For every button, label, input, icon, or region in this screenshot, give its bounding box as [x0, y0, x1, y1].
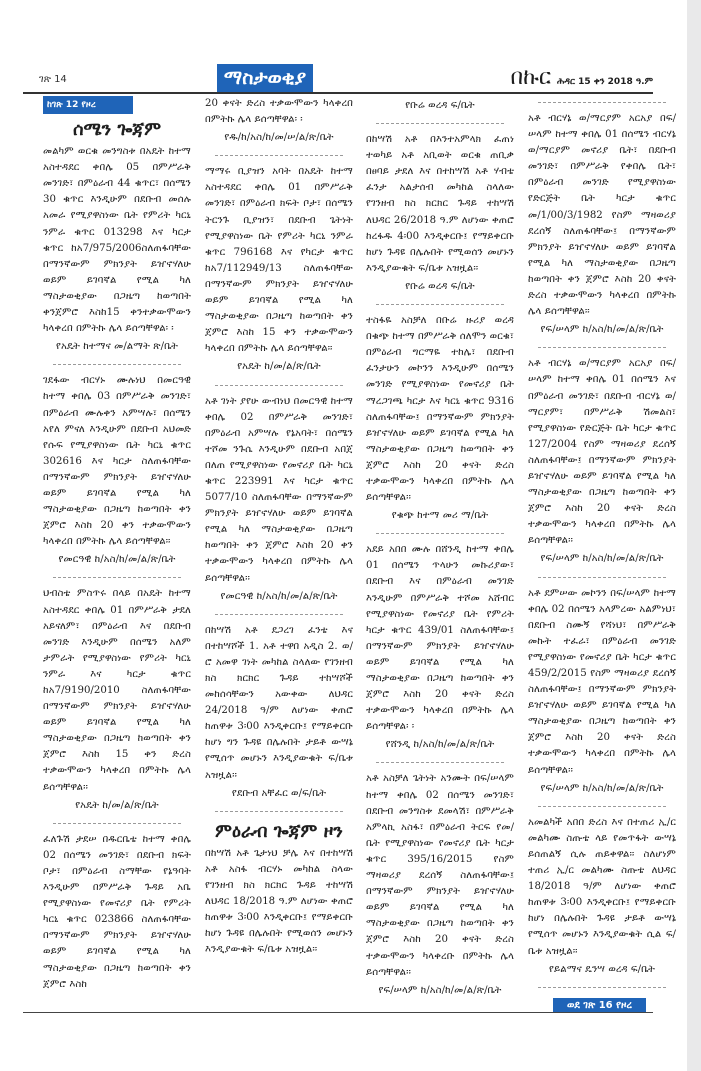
notice-text: በከሣሽ አቶ ጌታነህ ቻሌ እና በተከሣሽ አቶ አስፋ ብርሃኑ መካከል ስላው የገንዘብ ክስ ክርክር ጉዳይ ተከሣሽ ለህዳር 18/2018 ዓ.ም ለሆነው ቀጠሮ ከጠዋቱ 3፡00 እንዲቀርቡ፤ የማይቀርቡ ከሆነ ጉዳዩ በሌሉበት የሚወሰን መሆኑን እንዲያውቁት ፍ/ቤቱ አዝዟል፡፡ [205, 847, 353, 956]
notice-signature: የፍ/ሠላም ከ/አስ/ከ/መ/ል/ጽ/ቤት [540, 324, 664, 336]
notice-signature: የዱ/ከ/አስ/ከ/መ/ሠ/ል/ጽ/ቤት [224, 132, 334, 144]
notice-text: ተስፋዬ አስቻለ በቡሬ ዙሪያ ወረዳ በቁጭ ከተማ በምሥራቅ ሰለሞን ወርቁ፣ በምዕራብ ግርማዬ ተከሌ፣ በደቡብ ፈንታሁን መኮንን እንዲሁም በሰሜን መንገድ የሚያዋስነው የመኖሪያ ቤት ማረጋገጫ ካርታ እና ካርኒ ቁጥር 9316 ስለጠፋባቸው፤ በማንኛውም ምክንያት ይዠኖሃለሁ ወይም ይገባኛል የሚል ካለ ማስታወቂያው በጋዜጣ ከወጣበት ቀን ጀምሮ እስከ 20 ቀናት ድረስ ተቃውሞውን ካላቀረበ በምትኩ ሌላ ይሰጣቸዋል፡፡ [366, 315, 514, 504]
notice-text: አቶ ብርሃኔ ወ/ማርያም አርአያ በፍ/ሠላም ከተማ ቀበሌ 01 በሰሜን ብርሃኔ ወ/ማርያም መኖሪያ ቤት፣ በደቡብ መንገድ፣ በምሥራቅ የቀበሌ ቤት፣ በምዕራብ መንገድ የሚያዋስነው የድርጅት ቤት ካርታ ቁጥር መ/1/00/3/1982 የስም ማዛወሪያ ደረሰኝ ስለጠፋባቸው፤ በማንኛውም ምክንያት ይዠኖሃለሁ ወይም ይገባኛል የሚል ካለ ማስታወቂያው በጋዜጣ ከወጣበት ቀን ጀምሮ እስከ 20 ቀናት ድረስ ተቃውሞውን ካላቀረበ በምትኩ ሌላ ይሰጣቸዋል፡፡ [528, 113, 676, 318]
notice-signature: የይልማና ዴንሣ ወረዳ ፍ/ቤት [549, 963, 655, 975]
notice-signature: የአዴት ከ/መ/ል/ጽ/ቤት [75, 799, 159, 811]
column-1 [43, 96, 191, 993]
divider [538, 102, 666, 103]
header-rule [23, 92, 653, 94]
notice [205, 164, 353, 375]
notice [43, 586, 191, 813]
notice-signature: የአዴት ከተማና መ/ልማት ጽ/ቤት [56, 341, 178, 353]
divider [215, 155, 343, 156]
paper-name: በኩር [510, 65, 552, 90]
notice-text: አቶ ገነት ያየሁ ውብነህ በመርዓዊ ከተማ ቀበሌ 02 በምሥራቅ መንገድ፣ በምዕራብ አምሣሉ የኔአባት፣ በሰሜን ተሾመ ንጉሴ እንዲሁም በደቡብ አበጀ በለጠ የሚያዋስነው የመኖሪያ ቤት ካርኒ ቁጥር 223991 እና ካርታ ቁጥር 5077/10 ስለጠፋባቸው በማንኛውም ምክንያት ይዠኖሃለሁ ወይም ይገባኛል የሚል ካለ ማስታወቂያው በጋዜጣ ከወጣበት ቀን ጀምሮ እስከ 20 ቀን ተቃውሞውን ካላቀረበ በምትኩ ሌላ ይሰጣቸዋል፡፡ [205, 395, 353, 584]
continued-from-tag: ከገጽ 12 የዞረ [43, 96, 133, 114]
notice-text: አመልካች አበበ ድረስ እና በተጠሪ ኢ/ር መልካሙ ስጡቴ ላይ የመጥፋት ውሣኔ ይሰጠልኝ ሲሉ ጠይቀዋል፡፡ ስለሆነም ተጠሪ ኢ/ር መልካሙ ስጡቴ ለህዳር 18/2018 ዓ/ም ለሆነው ቀጠሮ ከጠዋቱ 3፡00 እንዲቀርቡ፤ የማይቀርቡ ከሆነ በሌሉበት ጉዳዩ ታይቶ ውሣኔ የሚሰጥ መሆኑን እንዲያውቁት ሲል ፍ/ቤቱ አዝዟል፡፡ [528, 816, 676, 957]
region-heading: ምዕራብ ጐጃም ዞን [215, 820, 343, 842]
notice-signature: የመርዓዊ ከ/አስ/ከ/መ/ል/ጽ/ቤት [58, 554, 176, 566]
notice [366, 132, 514, 295]
notice-text: አቶ አስቻለ ጌትነት አንሙት በፍ/ሠላም ከተማ ቀበሌ 02 በሰሜን መንገድ፣ በደቡብ መንግስቱ ደመላሽ፣ በምሥራቅ አምላኪ አስፋ፣ በምዕራብ ትርፍ የመ/ቤት የሚያዋስነው የመኖሪያ ቤት ካርታ ቁጥር 395/16/2015 የስም ማዛወሪያ ደረሰኝ ስለጠፋባቸው፤ በማንኛውም ምክንያት ይዠኖሃለሁ ወይም ይገባኛል የሚል ካለ ማስታወቂያው በጋዜጣ ከወጣበት ቀን ጀምሮ እስከ 20 ቀናት ድረስ ተቃውሞውን ካላቀረቡ በምትኩ ሌላ ይሰጣቸዋል፡፡ [366, 773, 514, 978]
divider [376, 304, 504, 305]
notice [43, 373, 191, 568]
notice [366, 771, 514, 998]
notice [205, 394, 353, 605]
notice-signature: የደቡብ አቸፈር ወ/ፍ/ቤት [231, 787, 327, 799]
divider [538, 987, 666, 988]
divider [376, 533, 504, 534]
notice [366, 98, 514, 114]
notice-signature: የፍ/ሠላም ከ/አስ/ከ/መ/ል/ጽ/ቤት [378, 984, 502, 996]
divider [215, 811, 343, 812]
masthead [511, 65, 654, 90]
notice [43, 832, 191, 993]
column-4 [528, 96, 676, 996]
footer-rule [23, 1012, 653, 1013]
notice-text: አቶ ብርሃኔ ወ/ማርያም አርአያ በፍ/ሠላም ከተማ ቀበሌ 01 በሰሜን እና በምዕራብ መንገድ፣ በደቡብ ብርሃኔ ወ/ማርያም፣ በምሥራቅ ሽመልስ፣ የሚያዋስነው የድርጅት ቤት ካርታ ቁጥር 127/2004 የስም ማዛወሪያ ደረሰኝ ስለጠፋባቸው፤ በማንኛውም ምክንያት ይዠኖሃለሁ ወይም ይገባኛል የሚል ካለ ማስታወቂያው በጋዜጣ ከወጣበት ቀን ጀምሮ እስከ 20 ቀናት ድረስ ተቃውሞውን ካላቀረበ በምትኩ ሌላ ይሰጣቸዋል፡፡ [528, 358, 676, 547]
notice [528, 815, 676, 978]
issue-date: ሕዳር 15 ቀን 2018 ዓ.ም [557, 77, 653, 87]
notice-text: 20 ቀናት ድረስ ተቃውሞውን ካላቀረበ በምትኩ ሌላ ይሰጣቸዋል፡ ፡ [205, 98, 353, 126]
divider [53, 577, 181, 578]
notice [205, 96, 353, 146]
divider [376, 762, 504, 763]
divider [538, 577, 666, 578]
notice-text: በከሣሽ አቶ ደጋረገ ፈንቴ እና በተከሣሾች 1. አቶ ተዋበ አዲስ 2. ወ/ሮ አመዋ ገነት መካከል ስላለው የገንዘብ ክስ ክርክር ጉዳይ ተከሣሾች መከሰሳቸውን አውቀው ለህዳር 24/2018 ዓ/ም ለሆነው ቀጠሮ ከጠዋቱ 3፡00 እንዲቀርቡ፤ የማይቀርቡ ከሆነ ግን ጉዳዩ በሌሉበት ታይቶ ውሣኔ የሚሰጥ መሆኑን እንዲያውቁት ፍ/ቤቱ አዝዟል፡፡ [205, 624, 353, 781]
region-heading: ሰሜን ጐጃም [72, 119, 162, 141]
notice-text: አቶ ደምሠው መኮንን በፍ/ሠላም ከተማ ቀበሌ 02 በሰሜን አላምረው አልምነህ፣ በደቡብ ስሙኝ የሻነህ፣ በምሥራቅ መኩት ተፈራ፣ በምዕራብ መንገድ የሚያዋስነው የመኖሪያ ቤት ካርታ ቁጥር 459/2/2015 የስም ማዛወሪያ ደረሰኝ ስለጠፋባቸው፤ በማንኛውም ምክንያት ይዠኖሃለሁ ወይም ይገባኛል የሚል ካለ ማስታወቂያው በጋዜጣ ከወጣበት ቀን ጀምሮ እስከ 20 ቀናት ድረስ ተቃውሞውን ካላቀረበ በምትኩ ሌላ ይሰጣቸዋል፡፡ [528, 587, 676, 776]
section-title: ማስታወቂያ [217, 64, 313, 92]
divider [215, 614, 343, 615]
divider [53, 823, 181, 824]
notice-text: አደይ አበበ ሙሉ በሸንዲ ከተማ ቀበሌ 01 በሰሜን ጥላሁን መኩሪያው፣ በደቡብ እና በምዕራብ መንገድ እንዲሁም በምሥራቅ ተሾመ አሸብር የሚያዋስነው የመኖሪያ ቤት የምሪት ካርታ ቁጥር 439/01 ስለጠፋባቸው፤ በማንኛውም ምክንያት ይዠኖሃለሁ ወይም ይገባኛል የሚል ካለ ማስታወቂያው በጋዜጣ ከወጣበት ቀን ጀምሮ እስከ 20 ቀናት ድረስ ተቃውሞውን ካላቀረበ በምትኩ ሌላ ይሰጣቸዋል፡ ፡ [366, 544, 514, 733]
notice-signature: የፍ/ሠላም ከ/አስ/ከ/መ/ል/ጽ/ቤት [540, 782, 664, 794]
divider [376, 123, 504, 124]
notice-text: በከሣሽ አቶ በእንተአምላክ ፈጠነ ተወካይ አቶ አቢወት ወርቁ ጠቢቃ በፀባይ ታደለ እና በተከሣሽ አቶ ሃብቴ ፈንታ አልታሰብ መካከል ስላለው የገንዘብ ክስ ክርክር ጉዳይ ተከሣሽ ለህዳር 26/2018 ዓ.ም ለሆነው ቀጠሮ ከረፋዱ 4፡00 እንዲቀርቡ፤ የማይቀርቡ ከሆነ ጉዳዩ በሌሉበት የሚወሰን መሆኑን እንዲያውቁት ፍ/ቤቱ አዝዟል፡፡ [366, 134, 514, 274]
notice [43, 144, 191, 355]
notice [366, 313, 514, 524]
notice-signature: የሸንዲ ከ/አስ/ከ/መ/ል/ጽ/ቤት [385, 739, 495, 751]
notice [528, 586, 676, 797]
notice-signature: የቡሬ ወረዳ ፍ/ቤት [405, 100, 475, 111]
notice-signature: የአዴት ከ/መ/ል/ጽ/ቤት [237, 361, 321, 373]
notice-text: ማማሩ ቢያዝን አባት በአዴት ከተማ አስተዳደር ቀበሌ 01 በምሥራቅ መንገድ፣ በምዕራብ ክፍት ቦታ፣ በሰሜን ትርንጉ ቢያዝን፣ በደቡብ ጌትነት የሚያዋስነው ቤት የምሪት ካርኒ ንምራ ቁጥር 796168 እና የካርታ ቁጥር ከአ7/112949/13 ስለጠፋባቸው በማንኛውም ምክንያት ይዠኖሃለሁ ወይም ይገባኛል የሚል ካለ ማስታወቂያው በጋዜጣ ከወጣበት ቀን ጀምሮ እስከ 15 ቀን ተቃውሞውን ካላቀረበ በምትኩ ሌላ ይሰጣቸዋል፡፡ [205, 166, 353, 355]
notice [528, 356, 676, 567]
notice-signature: የመርዓዊ ከ/አስ/ከ/መ/ል/ጽ/ቤት [220, 590, 338, 602]
notice [528, 111, 676, 338]
divider [215, 385, 343, 386]
notice [205, 846, 353, 959]
notice-text: ፈለጉሽ ታደሠ በዱርቤቴ ከተማ ቀበሌ 02 በሰሜን መንገድ፣ በደቡብ ክፍት ቦታ፣ በምዕራብ ስማቸው የኔዓባት እንዲሁም በምሥራቅ ጉዳይ አቤ የሚያዋስነው የመኖሪያ ቤት የምሪት ካርኒ ቁጥር 023866 ስለጠፋባቸው በማንኛውም ምክንያት ይዠኖሃለሁ ወይም ይገባኛል የሚል ካለ ማስታወቂያው በጋዜጣ ከወጣበት ቀን ጀምሮ እስከ [43, 833, 191, 990]
page-number: ገጽ 14 [39, 74, 67, 85]
notice [205, 623, 353, 802]
notice-text: መልካም ወርቁ መንግስቱ በአዴት ከተማ አስተዳደር ቀበሌ 05 በምሥራቅ መንገድ፣ በምዕራብ 44 ቁጥር፣ በሰሜን 30 ቁጥር እንዲሁም በደቡብ መሰሉ አመራ የሚያዋስነው ቤት የምሪት ካርኒ ንምራ ቁጥር 013298 እና ካርታ ቁጥር ከአ7/975/2006ስለጠፋባቸው በማንኛውም ምክንያት ይዠኖሃለሁ ወይም ይገባኛል የሚል ካለ ማስታወቂያው በጋዜጣ ከወጣበት ቀንጀምሮ እስከ15 ቀንተቃውሞውን ካላቀረበ በምትኩ ሌላ ይሰጣቸዋል፡ ፡ [43, 146, 191, 335]
column-3 [366, 96, 514, 999]
notice-signature: የፍ/ሠላም ከ/አስ/ከ/መ/ል/ጽ/ቤት [540, 553, 664, 565]
divider [538, 806, 666, 807]
divider [538, 347, 666, 348]
notice-text: ህብስቴ ምስጥሩ በላይ በአዴት ከተማ አስተዳደር ቀበሌ 01 በምሥራቅ ታደለ አይናለም፣ በምዕራብ እና በደቡብ መንገድ እንዲሁም በሰሜን አለም ታምራት የሚያዋስነው የምሪት ካርኒ ንምራ እና ካርታ ቁጥር ከአ7/9190/2010 ስለጠፋባቸው በማንኛውም ምክንያት ይዠኖሃለሁ ወይም ይገባኛል የሚል ካለ ማስታወቂያው በጋዜጣ ከወጣበት ቀን ጀምሮ እስከ 15 ቀን ድረስ ተቃውሞውን ካላቀረበ በምትኩ ሌላ ይሰጣቸዋል፡፡ [43, 588, 191, 793]
divider [53, 364, 181, 365]
notice-text: ገደፋው ብርሃኑ ሙሉነህ በመርዓዊ ከተማ ቀበሌ 03 በምሥራቅ መንገድ፣ በምዕራብ ሙሉቀን አምሣሉ፣ በሰሜን አየለ ምናለ እንዲሁም በደቡብ አህመድ የሱፍ የሚያዋስነው ቤት ካርኒ ቁጥር 302616 እና ካርታ ስለጠፋባቸው በማንኛውም ምክንያት ይዠኖሃለሁ ወይም ይገባኛል የሚል ካለ ማስታወቂያው በጋዜጣ ከወጣበት ቀን ጀምሮ እስከ 20 ቀን ተቃውሞውን ካላቀረበ በምትኩ ሌላ ይሰጣቸዋል፡፡ [43, 375, 191, 548]
column-2 [205, 96, 353, 958]
notice [366, 542, 514, 753]
page-margin [687, 0, 701, 1071]
continued-to-tag: ወደ ገጽ 16 የዞረ [553, 998, 646, 1013]
notice-signature: የቁጭ ከተማ መሪ ማ/ቤት [391, 510, 489, 522]
notice-signature: የቡሬ ወረዳ ፍ/ቤት [405, 280, 475, 292]
page-header [23, 62, 653, 92]
